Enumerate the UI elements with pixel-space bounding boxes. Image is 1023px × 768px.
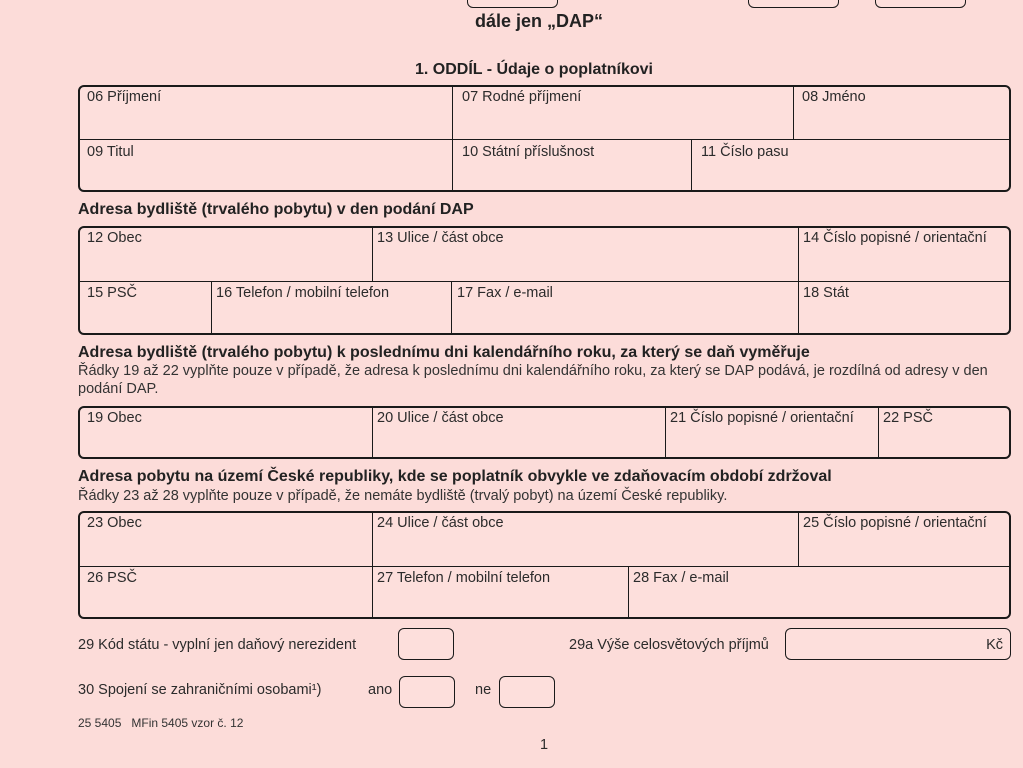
field-15-postcode[interactable]: 15 PSČ [87, 285, 137, 301]
field-29-label: 29 Kód státu - vyplní jen daňový nerezident [78, 637, 357, 653]
address-cz-note: Řádky 23 až 28 vyplňte pouze v případě, že nemáte bydliště (trvalý pobyt) na území České republiky. [78, 488, 728, 504]
field-24-street[interactable]: 24 Ulice / část obce [377, 515, 504, 531]
field-30-no-box[interactable] [499, 676, 555, 708]
dap-line: dále jen „DAP“ [475, 11, 604, 31]
field-08-first-name[interactable]: 08 Jméno [802, 89, 866, 105]
field-29a-income-input[interactable] [785, 628, 1011, 660]
form-code: 25 5405 MFin 5405 vzor č. 12 [78, 716, 244, 730]
field-23-municipality[interactable]: 23 Obec [87, 515, 142, 531]
top-field-box-1[interactable] [467, 0, 558, 8]
field-10-citizenship[interactable]: 10 Státní příslušnost [462, 144, 595, 160]
section-1-title: 1. ODDÍL - Údaje o poplatníkovi [415, 61, 653, 78]
field-30-yes-box[interactable] [399, 676, 455, 708]
field-28-fax-email[interactable]: 28 Fax / e-mail [633, 570, 729, 586]
address-cz-heading: Adresa pobytu na území České republiky, kde se poplatník obvykle ve zdaňovacím období zdržoval [78, 468, 832, 485]
field-12-municipality[interactable]: 12 Obec [87, 230, 142, 246]
address-cz-box [78, 511, 1011, 619]
field-17-fax-email[interactable]: 17 Fax / e-mail [457, 285, 553, 301]
field-20-street[interactable]: 20 Ulice / část obce [377, 410, 504, 426]
address-filing-box [78, 226, 1011, 335]
field-29-country-code-input[interactable] [398, 628, 454, 660]
field-27-phone[interactable]: 27 Telefon / mobilní telefon [377, 570, 551, 586]
field-07-birth-surname[interactable]: 07 Rodné příjmení [462, 89, 582, 105]
field-19-municipality[interactable]: 19 Obec [87, 410, 142, 426]
top-field-box-3[interactable] [875, 0, 966, 8]
field-06-surname[interactable]: 06 Příjmení [87, 89, 162, 105]
address-year-end-note: Řádky 19 až 22 vyplňte pouze v případě, že adresa k poslednímu dni kalendářního roku, za který se DAP podává, je rozdílná od adresy v den podání DAP. [78, 363, 988, 397]
personal-data-box [78, 85, 1011, 192]
field-30-no-label: ne [475, 682, 492, 698]
field-16-phone[interactable]: 16 Telefon / mobilní telefon [216, 285, 390, 301]
top-field-box-2[interactable] [748, 0, 839, 8]
field-26-postcode[interactable]: 26 PSČ [87, 570, 137, 586]
field-30-yes-label: ano [368, 682, 393, 698]
currency-label: Kč [986, 637, 1003, 653]
address-filing-heading: Adresa bydliště (trvalého pobytu) v den podání DAP [78, 201, 474, 218]
field-25-house-number[interactable]: 25 Číslo popisné / orientační [803, 515, 987, 531]
field-13-street[interactable]: 13 Ulice / část obce [377, 230, 504, 246]
field-18-country[interactable]: 18 Stát [803, 285, 849, 301]
field-14-house-number[interactable]: 14 Číslo popisné / orientační [803, 230, 987, 246]
address-year-end-heading: Adresa bydliště (trvalého pobytu) k poslednímu dni kalendářního roku, za který se daň vyměřuje [78, 344, 810, 361]
field-21-house-number[interactable]: 21 Číslo popisné / orientační [670, 410, 854, 426]
field-22-postcode[interactable]: 22 PSČ [883, 410, 933, 426]
field-11-passport[interactable]: 11 Číslo pasu [701, 144, 789, 160]
field-29a-label: 29a Výše celosvětových příjmů [569, 637, 769, 653]
address-year-end-box [78, 406, 1011, 459]
field-30-label: 30 Spojení se zahraničními osobami¹) [78, 682, 322, 698]
page-number: 1 [540, 737, 549, 753]
field-09-title[interactable]: 09 Titul [87, 144, 134, 160]
